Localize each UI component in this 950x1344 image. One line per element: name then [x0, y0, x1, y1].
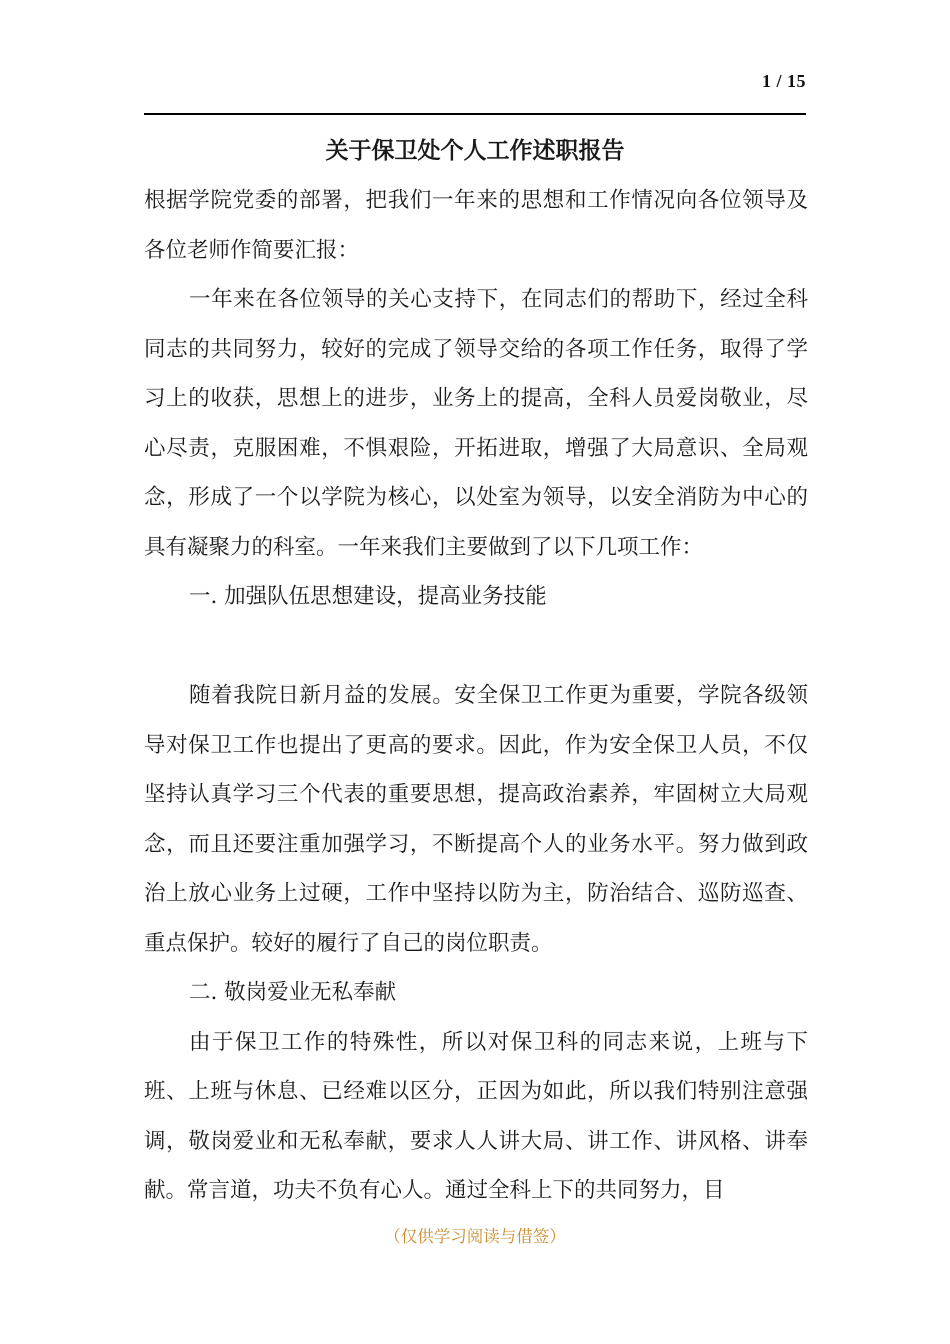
section-heading-2: 二. 敬岗爱业无私奉献	[189, 980, 397, 1005]
page-number: 1 / 15	[761, 71, 806, 91]
document-body-bottom	[144, 671, 808, 1216]
header-divider	[144, 113, 806, 115]
section-1-paragraph: 随着我院日新月益的发展。安全保卫工作更为重要，学院各级领导对保卫工作也提出了更高的要求。因此，作为安全保卫人员，不仅坚持认真学习三个代表的重要思想，提高政治素养，牢固树立大局观念，而且还要注重加强学习，不断提高个人的业务水平。努力做到政治上放心业务上过硬，工作中坚持以防为主，防治结合、巡防巡查、重点保护。较好的履行了自己的岗位职责。	[144, 683, 808, 956]
section-2-paragraph: 由于保卫工作的特殊性，所以对保卫科的同志来说，上班与下班、上班与休息、已经难以区分，正因为如此，所以我们特别注意强调，敬岗爱业和无私奉献，要求人人讲大局、讲工作、讲风格、讲奉献。常言道，功夫不负有心人。通过全科上下的共同努力，目	[144, 1029, 808, 1203]
document-title: 关于保卫处个人工作述职报告	[325, 137, 625, 164]
summary-paragraph: 一年来在各位领导的关心支持下，在同志们的帮助下，经过全科同志的共同努力，较好的完成了领导交给的各项工作任务，取得了学习上的收获，思想上的进步，业务上的提高，全科人员爱岗敬业，尽心尽责，克服困难，不惧艰险，开拓进取，增强了大局意识、全局观念，形成了一个以学院为核心，以处室为领导，以安全消防为中心的具有凝聚力的科室。一年来我们主要做到了以下几项工作：	[144, 287, 808, 560]
document-body-top	[144, 176, 808, 622]
intro-paragraph: 根据学院党委的部署，把我们一年来的思想和工作情况向各位领导及各位老师作简要汇报：	[144, 188, 808, 263]
section-heading-1: 一. 加强队伍思想建设，提高业务技能	[189, 584, 547, 609]
footer-note: （仅供学习阅读与借签）	[384, 1227, 566, 1246]
